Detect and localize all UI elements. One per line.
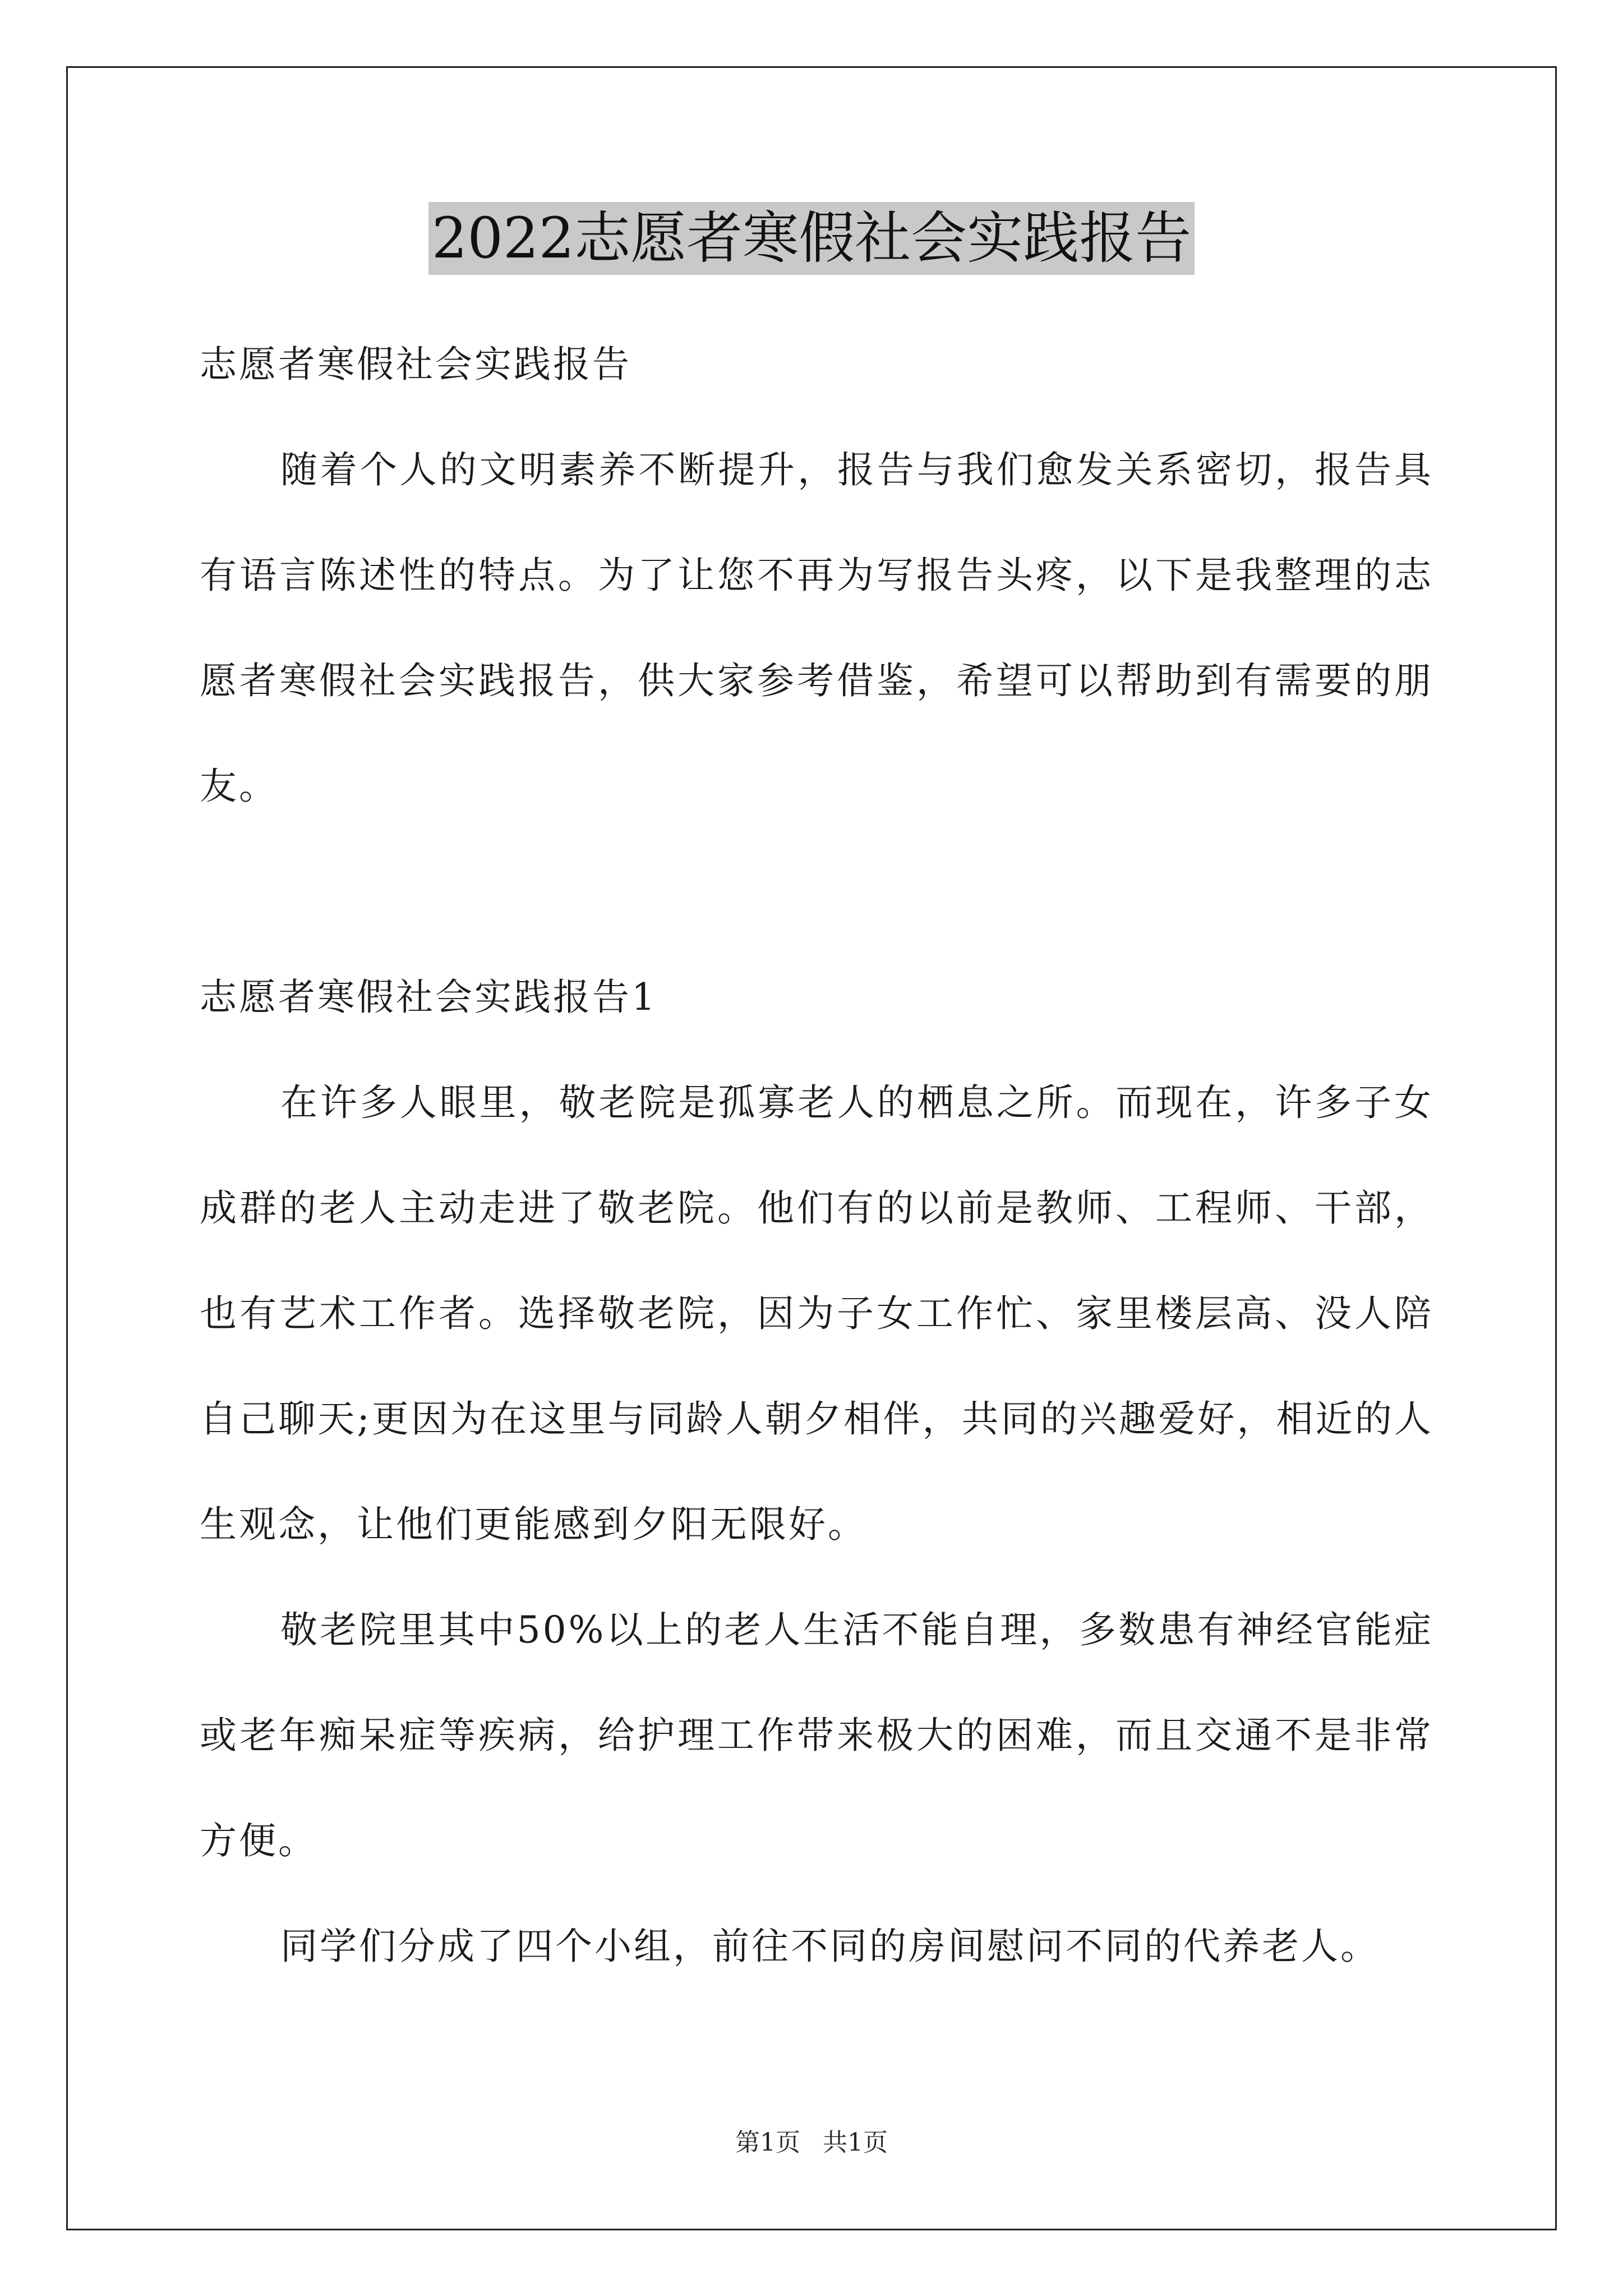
body-paragraph: 敬老院里其中50%以上的老人生活不能自理，多数患有神经官能症或老年痴呆症等疾病，给护理工作带来极大的困难，而且交通不是非常方便。 bbox=[200, 1608, 1433, 1862]
document-body bbox=[200, 312, 1433, 1999]
body-paragraph: 同学们分成了四个小组，前往不同的房间慰问不同的代养老人。 bbox=[280, 1925, 1380, 1968]
section-heading: 志愿者寒假社会实践报告1 bbox=[200, 976, 657, 1019]
intro-paragraph: 随着个人的文明素养不断提升，报告与我们愈发关系密切，报告具有语言陈述性的特点。为了让您不再为写报告头疼，以下是我整理的志愿者寒假社会实践报告，供大家参考借鉴，希望可以帮助到有需要的朋友。 bbox=[200, 448, 1433, 808]
page-number-total: 共1页 bbox=[823, 2128, 888, 2157]
body-paragraph: 在许多人眼里，敬老院是孤寡老人的栖息之所。而现在，许多子女成群的老人主动走进了敬老院。他们有的以前是教师、工程师、干部，也有艺术工作者。选择敬老院，因为子女工作忙、家里楼层高、没人陪自己聊天;更因为在这里与同龄人朝夕相伴，共同的兴趣爱好，相近的人生观念，让他们更能感到夕阳无限好。 bbox=[200, 1081, 1433, 1546]
paragraph-spacer bbox=[200, 839, 1433, 945]
page-footer bbox=[0, 2126, 1623, 2160]
page-number-current: 第1页 bbox=[735, 2128, 800, 2157]
section-heading: 志愿者寒假社会实践报告 bbox=[200, 343, 631, 386]
document-title: 2022志愿者寒假社会实践报告 bbox=[428, 202, 1195, 275]
title-container bbox=[0, 202, 1623, 275]
